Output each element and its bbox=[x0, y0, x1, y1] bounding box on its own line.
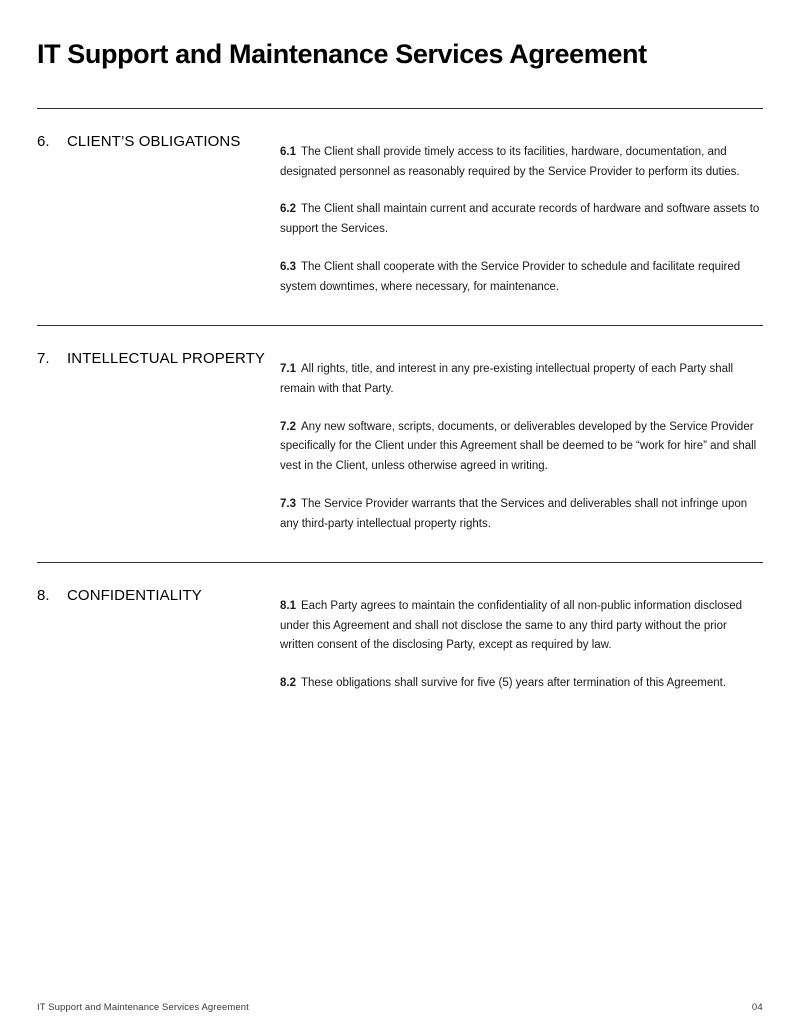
section-clients-obligations bbox=[37, 108, 763, 325]
section-title: CONFIDENTIALITY bbox=[67, 587, 202, 605]
section-heading bbox=[37, 348, 280, 534]
clause-number: 6.3 bbox=[280, 260, 296, 273]
clause-text: The Client shall maintain current and accurate records of hardware and software assets to support the Services. bbox=[280, 203, 760, 236]
section-body bbox=[280, 585, 763, 694]
sections-container bbox=[37, 108, 763, 722]
section-intellectual-property bbox=[37, 325, 763, 562]
clause bbox=[280, 143, 763, 183]
clause bbox=[280, 360, 763, 400]
page-title: IT Support and Maintenance Services Agreement bbox=[37, 39, 647, 69]
clause-number: 8.1 bbox=[280, 599, 296, 612]
clause-number: 7.1 bbox=[280, 362, 296, 375]
section-title: INTELLECTUAL PROPERTY bbox=[67, 350, 265, 368]
clause-text: Each Party agrees to maintain the confidentiality of all non-public information disclosed under this Agreement and shall not disclose the same to any third party without the prior written consent of the disclosing Party, except as required by law. bbox=[280, 599, 743, 652]
section-title: CLIENT’S OBLIGATIONS bbox=[67, 133, 241, 151]
section-number: 7. bbox=[37, 350, 50, 368]
clause bbox=[280, 200, 763, 240]
section-body bbox=[280, 348, 763, 534]
section-confidentiality bbox=[37, 562, 763, 722]
clause-text: The Client shall provide timely access to its facilities, hardware, documentation, and designated personnel as reasonably required by the Service Provider to perform its duties. bbox=[280, 145, 740, 178]
section-heading bbox=[37, 131, 280, 297]
section-number: 6. bbox=[37, 133, 50, 151]
clause-text: These obligations shall survive for five (5) years after termination of this Agreement. bbox=[301, 677, 727, 690]
clause bbox=[280, 674, 763, 694]
clause-number: 7.3 bbox=[280, 497, 296, 510]
section-number: 8. bbox=[37, 587, 50, 605]
clause bbox=[280, 418, 763, 477]
clause-text: All rights, title, and interest in any pre-existing intellectual property of each Party shall remain with that Party. bbox=[280, 362, 734, 395]
footer-page-number: 04 bbox=[751, 1002, 763, 1013]
clause bbox=[280, 258, 763, 298]
clause bbox=[280, 597, 763, 656]
section-body bbox=[280, 131, 763, 297]
clause-number: 7.2 bbox=[280, 420, 296, 433]
footer-document-title: IT Support and Maintenance Services Agreement bbox=[37, 1002, 249, 1013]
clause bbox=[280, 495, 763, 535]
clause-number: 6.1 bbox=[280, 145, 296, 158]
clause-text: The Service Provider warrants that the Services and deliverables shall not infringe upon any third-party intellectual property rights. bbox=[280, 497, 748, 530]
clause-text: The Client shall cooperate with the Service Provider to schedule and facilitate required system downtimes, where necessary, for maintenance. bbox=[280, 260, 741, 293]
page-footer bbox=[37, 1002, 763, 1013]
section-heading bbox=[37, 585, 280, 694]
clause-number: 6.2 bbox=[280, 203, 296, 216]
clause-text: Any new software, scripts, documents, or deliverables developed by the Service Provider specifically for the Client under this Agreement shall be deemed to be “work for hire” and shall vest in the Client, unless otherwise agreed in writing. bbox=[280, 420, 757, 473]
clause-number: 8.2 bbox=[280, 677, 296, 690]
